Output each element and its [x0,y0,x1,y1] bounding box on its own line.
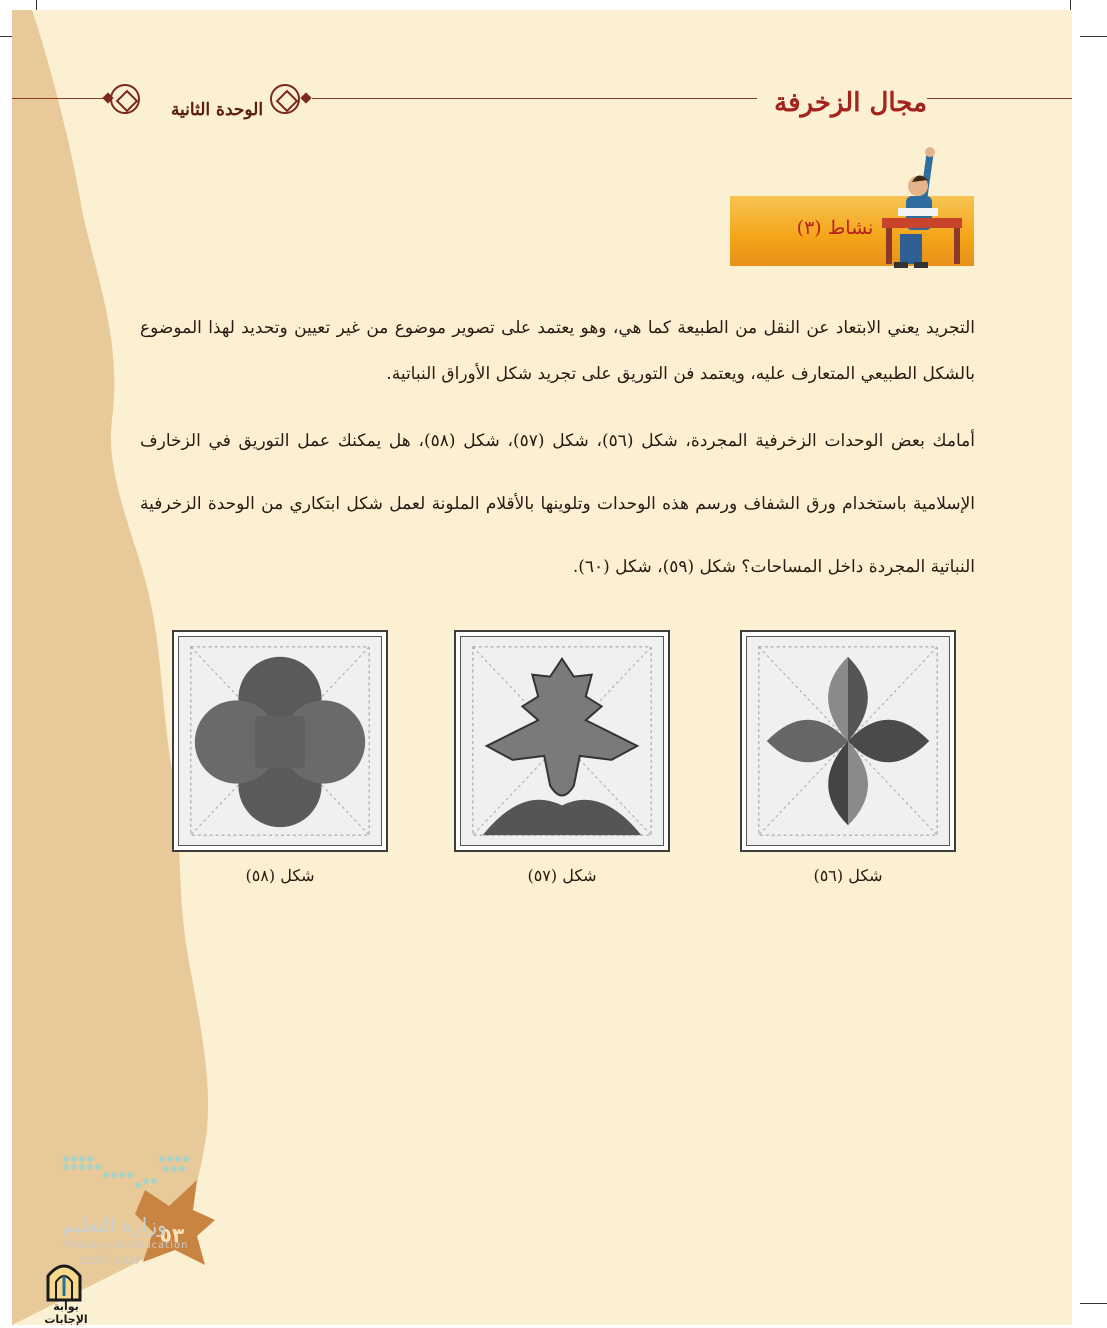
figure-57 [454,630,670,852]
caption-figure-56: شكل (٥٦) [813,866,883,885]
ornament-diamond [300,92,311,103]
header-rule [927,98,1072,99]
quatrefoil-halftone-figure [747,637,949,845]
paragraph-abstraction: التجريد يعني الابتعاد عن النقل من الطبيعة كما هي، وهو يعتمد على تصوير موضوع من غير تعيين وتحديد لهذا الموضوع بالشكل الطبيعي المتعارف عليه، ويعتمد فن التوريق على تجريد شكل الأوراق النباتية. [140,318,975,384]
quatrefoil-filled-figure [179,637,381,845]
field-title: مجال الزخرفة [774,88,927,118]
ministry-name-en: Ministry of Education [62,1240,189,1251]
paragraph-instructions: أمامك بعض الوحدات الزخرفية المجردة، شكل (٥٦)، شكل (٥٧)، شكل (٥٨)، هل يمكنك عمل التوريق في الزخارف الإسلامية باستخدام ورق الشفاف ورسم هذه الوحدات وتلوينها بالأقلام الملونة لعمل شكل ابتكاري من الوحدة الزخرفية النباتية المجردة داخل المساحات؟ شكل (٥٩)، شكل (٦٠). [140,431,975,577]
activity-label: نشاط (٣) [796,217,874,239]
caption-figure-58: شكل (٥٨) [245,866,315,885]
header-rule [312,98,757,99]
figure-58 [172,630,388,852]
header-rule [12,98,112,99]
student-raising-hand-icon [874,142,984,274]
unit-title: الوحدة الثانية [170,100,264,120]
figure-56 [740,630,956,852]
ministry-name-ar: وزارة التعليم [62,1213,167,1237]
page-number: ٥٣ [159,1223,185,1247]
crop-mark [1080,36,1107,37]
caption-figure-57: شكل (٥٧) [527,866,597,885]
crop-mark [1080,1303,1107,1304]
ministry-logo-dots-icon [62,1155,197,1195]
ministry-year: 2025 - 1447 [80,1256,141,1267]
answers-portal-name: بوابة الإجابات [44,1300,88,1326]
book-page [12,10,1072,1325]
answers-portal-logo-icon [44,1256,84,1302]
leaf-motif-figure [461,637,663,845]
